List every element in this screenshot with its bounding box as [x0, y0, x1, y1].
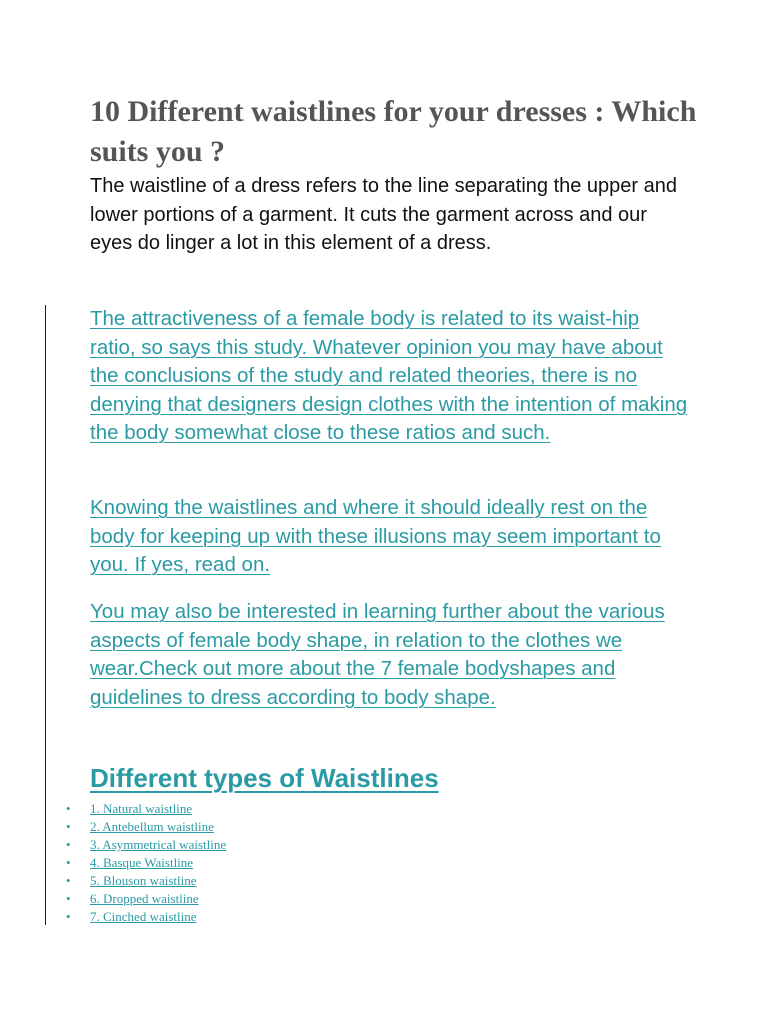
toc-item-natural	[66, 800, 226, 818]
link-paragraph-read-on[interactable]: Knowing the waistlines and where it should ideally rest on the body for keeping up with these illusions may seem important to you. If yes, read on.	[90, 496, 661, 576]
section-heading-waistline-types[interactable]: Different types of Waistlines	[90, 763, 439, 793]
toc-item-cinched	[66, 908, 226, 926]
bullet-icon: •	[66, 819, 71, 834]
intro-paragraph: The waistline of a dress refers to the line separating the upper and lower portions of a garment. It cuts the garment across and our eyes do linger a lot in this element of a dress.	[90, 175, 678, 254]
toc-item-antebellum	[66, 818, 226, 836]
toc-link-cinched-waistline[interactable]: 7. Cinched waistline	[90, 909, 197, 924]
bullet-icon: •	[66, 801, 71, 816]
link-paragraph-waist-hip-study[interactable]: The attractiveness of a female body is related to its waist-hip ratio, so says this study. Whatever opinion you may have about the conclusions of the study and related theories, there is no denying that designers design clothes with the intention of making the body somewhat close to these ratios and such.	[90, 307, 688, 444]
toc-link-asymmetrical-waistline[interactable]: 3. Asymmetrical waistline	[90, 837, 227, 852]
toc-item-basque	[66, 854, 226, 872]
toc-link-dropped-waistline[interactable]: 6. Dropped waistline	[90, 891, 199, 906]
waistline-toc-list	[66, 800, 226, 926]
toc-item-asymmetrical	[66, 836, 226, 854]
toc-link-basque-waistline[interactable]: 4. Basque Waistline	[90, 855, 194, 870]
toc-item-dropped	[66, 890, 226, 908]
bullet-icon: •	[66, 873, 71, 888]
article-title: 10 Different waistlines for your dresses : Which suits you ?	[90, 95, 697, 168]
toc-link-blouson-waistline[interactable]: 5. Blouson waistline	[90, 873, 197, 888]
toc-item-blouson	[66, 872, 226, 890]
toc-link-natural-waistline[interactable]: 1. Natural waistline	[90, 801, 193, 816]
link-paragraph-body-shapes[interactable]: You may also be interested in learning further about the various aspects of female body shape, in relation to the clothes we wear.Check out more about the 7 female bodyshapes and guidelines to dress according to body shape.	[90, 600, 665, 709]
left-margin-rule	[45, 305, 46, 925]
toc-link-antebellum-waistline[interactable]: 2. Antebellum waistline	[90, 819, 214, 834]
bullet-icon: •	[66, 855, 71, 870]
bullet-icon: •	[66, 837, 71, 852]
bullet-icon: •	[66, 891, 71, 906]
bullet-icon: •	[66, 909, 71, 924]
